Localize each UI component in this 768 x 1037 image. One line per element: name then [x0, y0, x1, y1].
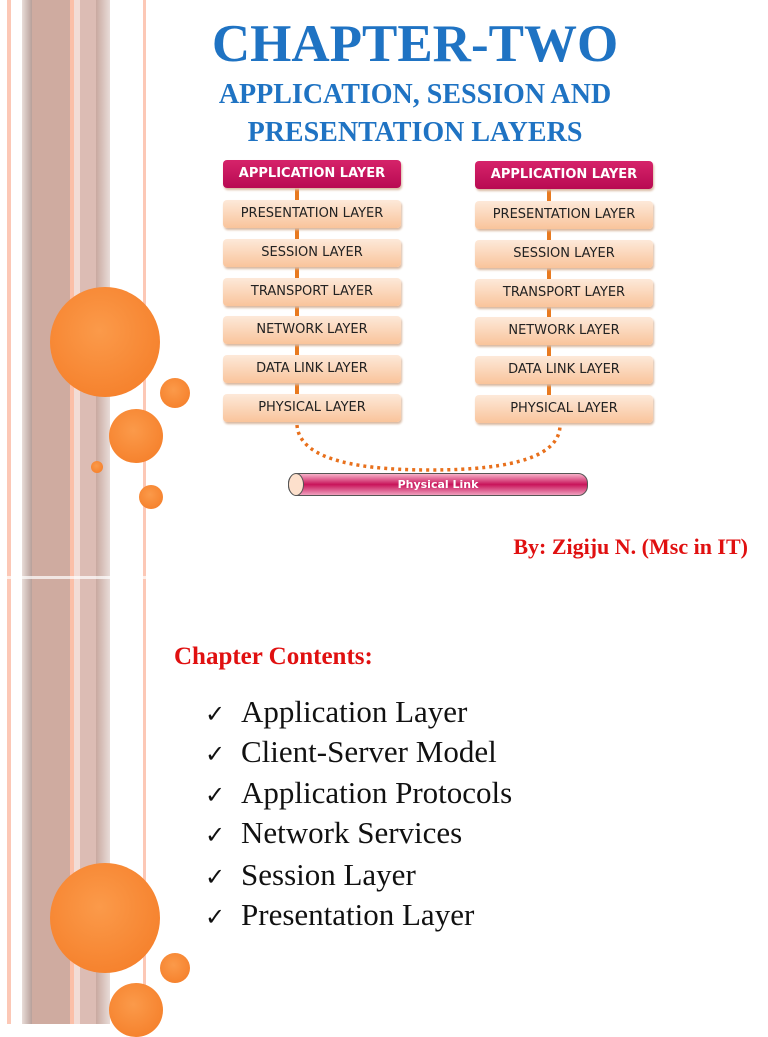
layer-box: TRANSPORT LAYER	[223, 278, 401, 306]
layer-box: PHYSICAL LAYER	[223, 394, 401, 422]
list-item	[205, 897, 474, 933]
layer-box: PRESENTATION LAYER	[223, 200, 401, 228]
physical-link-label: Physical Link	[397, 478, 479, 491]
check-icon: ✓	[205, 700, 226, 728]
physical-link-tube	[288, 473, 588, 496]
layer-box: DATA LINK LAYER	[475, 356, 653, 384]
list-item-label: Presentation Layer	[241, 897, 475, 932]
subtitle-line-1: APPLICATION, SESSION AND	[218, 79, 612, 110]
list-item	[205, 734, 497, 770]
page-title: CHAPTER-TWO	[211, 15, 619, 73]
check-icon: ✓	[205, 781, 226, 809]
list-item-label: Client-Server Model	[241, 734, 497, 769]
layer-box: APPLICATION LAYER	[475, 161, 653, 189]
list-item	[205, 815, 462, 851]
list-item-label: Application Layer	[241, 694, 468, 729]
check-icon: ✓	[205, 821, 226, 849]
list-item	[205, 775, 512, 811]
list-item	[205, 694, 467, 730]
author-line: By: Zigiju N. (Msc in IT)	[513, 534, 748, 559]
check-icon: ✓	[205, 740, 226, 768]
list-item-label: Session Layer	[241, 857, 416, 892]
layer-box: SESSION LAYER	[223, 239, 401, 267]
layer-box: PRESENTATION LAYER	[475, 201, 653, 229]
subtitle-line-2: PRESENTATION LAYERS	[247, 117, 583, 148]
contents-heading: Chapter Contents:	[174, 643, 373, 670]
layer-box: PHYSICAL LAYER	[475, 395, 653, 423]
layer-box: TRANSPORT LAYER	[475, 279, 653, 307]
layer-box: NETWORK LAYER	[223, 316, 401, 344]
layer-box: APPLICATION LAYER	[223, 160, 401, 188]
layer-box: NETWORK LAYER	[475, 317, 653, 345]
list-item-label: Application Protocols	[241, 775, 513, 810]
layer-box: DATA LINK LAYER	[223, 355, 401, 383]
list-item	[205, 857, 416, 893]
check-icon: ✓	[205, 903, 226, 931]
list-item-label: Network Services	[241, 815, 463, 850]
check-icon: ✓	[205, 863, 226, 891]
layer-box: SESSION LAYER	[475, 240, 653, 268]
